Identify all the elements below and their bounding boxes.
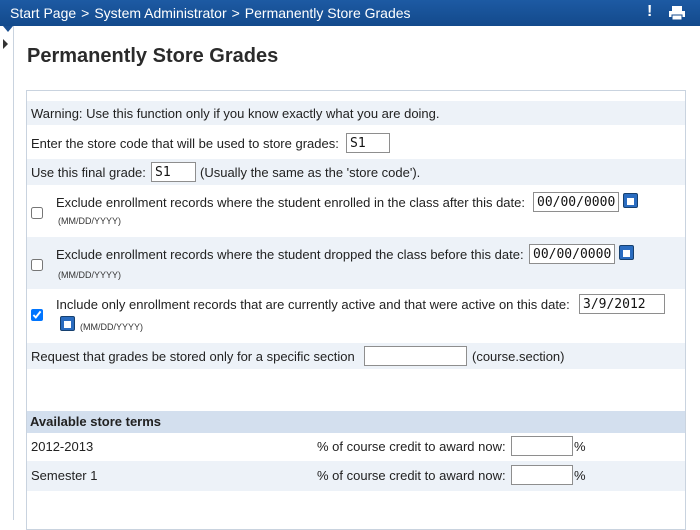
calendar-icon[interactable] <box>623 193 638 208</box>
exclude-after-label: Exclude enrollment records where the student enrolled in the class after this date: <box>56 195 525 210</box>
store-code-input[interactable] <box>346 133 390 153</box>
date-format-hint: (MM/DD/YYYY) <box>58 270 121 280</box>
section-input[interactable] <box>364 346 467 366</box>
printer-icon[interactable] <box>668 5 686 21</box>
store-code-label: Enter the store code that will be used to store grades: <box>31 136 339 151</box>
include-active-date-input[interactable] <box>579 294 665 314</box>
breadcrumb-system-administrator[interactable]: System Administrator <box>94 5 227 21</box>
final-grade-label: Use this final grade: <box>31 165 146 180</box>
credit-label: % of course credit to award now: <box>317 439 506 454</box>
percent-sign: % <box>574 439 586 454</box>
section-hint: (course.section) <box>472 349 565 364</box>
include-active-label: Include only enrollment records that are currently active and that were active on this date: <box>56 297 570 312</box>
expand-sidebar-icon[interactable] <box>3 39 8 49</box>
warning-row <box>27 101 685 125</box>
exclude-before-checkbox[interactable] <box>31 259 43 271</box>
include-active-checkbox[interactable] <box>31 309 43 321</box>
breadcrumb-start-page[interactable]: Start Page <box>10 5 77 21</box>
credit-percent-input[interactable] <box>511 436 573 456</box>
store-grades-form <box>26 90 686 530</box>
credit-percent-input[interactable] <box>511 465 573 485</box>
exclude-before-date-input[interactable] <box>529 244 615 264</box>
date-format-hint: (MM/DD/YYYY) <box>80 322 143 332</box>
term-row <box>27 433 685 461</box>
exclude-after-checkbox[interactable] <box>31 207 43 219</box>
store-terms-header-text: Available store terms <box>30 414 162 429</box>
store-code-row <box>27 131 685 155</box>
warning-text: Warning: Use this function only if you know exactly what you are doing. <box>31 106 440 121</box>
exclude-after-date-input[interactable] <box>533 192 619 212</box>
term-row <box>27 461 685 491</box>
nav-gutter <box>0 26 14 520</box>
final-grade-row <box>27 159 685 185</box>
calendar-icon[interactable] <box>619 245 634 260</box>
breadcrumb-separator: > <box>81 5 90 21</box>
percent-sign: % <box>574 468 586 483</box>
credit-label: % of course credit to award now: <box>317 468 506 483</box>
chevron-down-icon[interactable] <box>3 26 13 32</box>
final-grade-note: (Usually the same as the 'store code'). <box>200 165 421 180</box>
top-bar <box>0 0 700 26</box>
store-terms-header <box>27 411 685 433</box>
section-label: Request that grades be stored only for a specific section <box>31 349 355 364</box>
final-grade-input[interactable] <box>151 162 196 182</box>
exclude-after-row <box>27 187 685 235</box>
breadcrumb-separator: > <box>231 5 240 21</box>
breadcrumb <box>10 5 411 21</box>
page-title: Permanently Store Grades <box>27 45 279 67</box>
date-format-hint: (MM/DD/YYYY) <box>58 216 121 226</box>
breadcrumb-current: Permanently Store Grades <box>244 5 411 21</box>
exclude-before-label: Exclude enrollment records where the student dropped the class before this date: <box>56 247 524 262</box>
include-active-row <box>27 291 685 343</box>
exclude-before-row <box>27 237 685 289</box>
calendar-icon[interactable] <box>60 316 75 331</box>
term-name: Semester 1 <box>31 468 98 483</box>
section-row <box>27 343 685 369</box>
term-name: 2012-2013 <box>31 439 94 454</box>
alert-icon[interactable]: ! <box>647 3 653 20</box>
